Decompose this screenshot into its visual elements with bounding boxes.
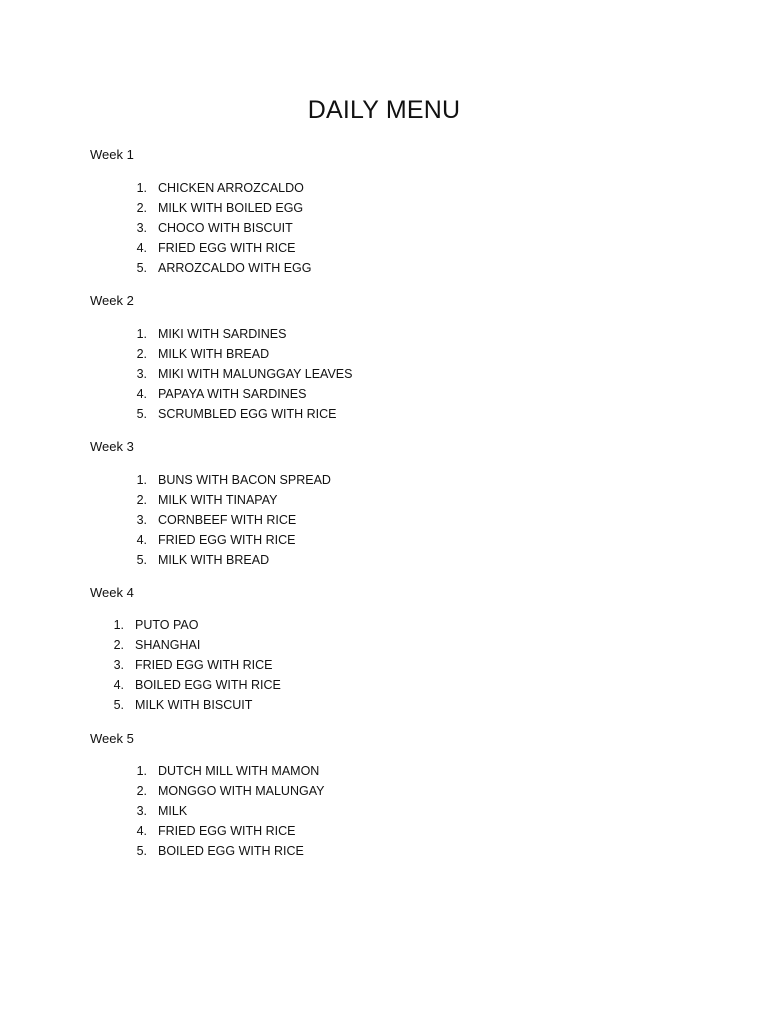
item-text: CHOCO WITH BISCUIT xyxy=(158,221,293,235)
item-text: MIKI WITH MALUNGGAY LEAVES xyxy=(158,367,353,381)
item-number: 4. xyxy=(136,241,147,255)
item-number: 1. xyxy=(136,327,147,341)
item-number: 2. xyxy=(136,347,147,361)
item-text: MILK WITH BREAD xyxy=(158,347,270,361)
item-text: FRIED EGG WITH RICE xyxy=(135,658,273,672)
item-number: 3. xyxy=(136,221,147,235)
week-4-heading: Week 4 xyxy=(90,585,134,600)
item-text: MILK WITH BREAD xyxy=(158,553,270,567)
week-3-heading: Week 3 xyxy=(90,439,134,454)
item-text: SCRUMBLED EGG WITH RICE xyxy=(158,407,337,421)
item-number: 3. xyxy=(136,367,147,381)
item-text: BOILED EGG WITH RICE xyxy=(135,678,281,692)
page-title: DAILY MENU xyxy=(307,96,461,124)
item-text: BOILED EGG WITH RICE xyxy=(158,844,304,858)
item-text: MILK WITH TINAPAY xyxy=(158,493,278,507)
item-text: FRIED EGG WITH RICE xyxy=(158,824,296,838)
item-number: 2. xyxy=(113,638,124,652)
week-1-heading: Week 1 xyxy=(90,147,134,162)
item-number: 3. xyxy=(113,658,124,672)
item-text: CORNBEEF WITH RICE xyxy=(158,513,297,527)
item-text: PAPAYA WITH SARDINES xyxy=(158,387,307,401)
item-number: 1. xyxy=(136,181,147,195)
item-text: SHANGHAI xyxy=(135,638,201,652)
item-number: 5. xyxy=(136,407,147,421)
item-text: BUNS WITH BACON SPREAD xyxy=(158,473,331,487)
item-number: 3. xyxy=(136,513,147,527)
item-number: 2. xyxy=(136,784,147,798)
item-text: CHICKEN ARROZCALDO xyxy=(158,181,304,195)
item-text: ARROZCALDO WITH EGG xyxy=(158,261,312,275)
item-text: PUTO PAO xyxy=(135,618,199,632)
item-number: 1. xyxy=(136,764,147,778)
item-number: 3. xyxy=(136,804,147,818)
item-number: 2. xyxy=(136,201,147,215)
item-number: 1. xyxy=(113,618,124,632)
item-number: 1. xyxy=(136,473,147,487)
week-5-heading: Week 5 xyxy=(90,731,134,746)
item-number: 4. xyxy=(113,678,124,692)
item-number: 5. xyxy=(136,844,147,858)
item-text: MIKI WITH SARDINES xyxy=(158,327,287,341)
item-text: MILK WITH BISCUIT xyxy=(135,698,253,712)
item-text: MILK xyxy=(158,804,188,818)
item-number: 4. xyxy=(136,387,147,401)
item-number: 2. xyxy=(136,493,147,507)
item-number: 4. xyxy=(136,533,147,547)
item-text: DUTCH MILL WITH MAMON xyxy=(158,764,320,778)
item-text: MONGGO WITH MALUNGAY xyxy=(158,784,325,798)
week-2-heading: Week 2 xyxy=(90,293,134,308)
item-number: 5. xyxy=(136,553,147,567)
item-text: FRIED EGG WITH RICE xyxy=(158,241,296,255)
item-text: FRIED EGG WITH RICE xyxy=(158,533,296,547)
item-number: 4. xyxy=(136,824,147,838)
item-number: 5. xyxy=(113,698,124,712)
item-text: MILK WITH BOILED EGG xyxy=(158,201,304,215)
item-number: 5. xyxy=(136,261,147,275)
